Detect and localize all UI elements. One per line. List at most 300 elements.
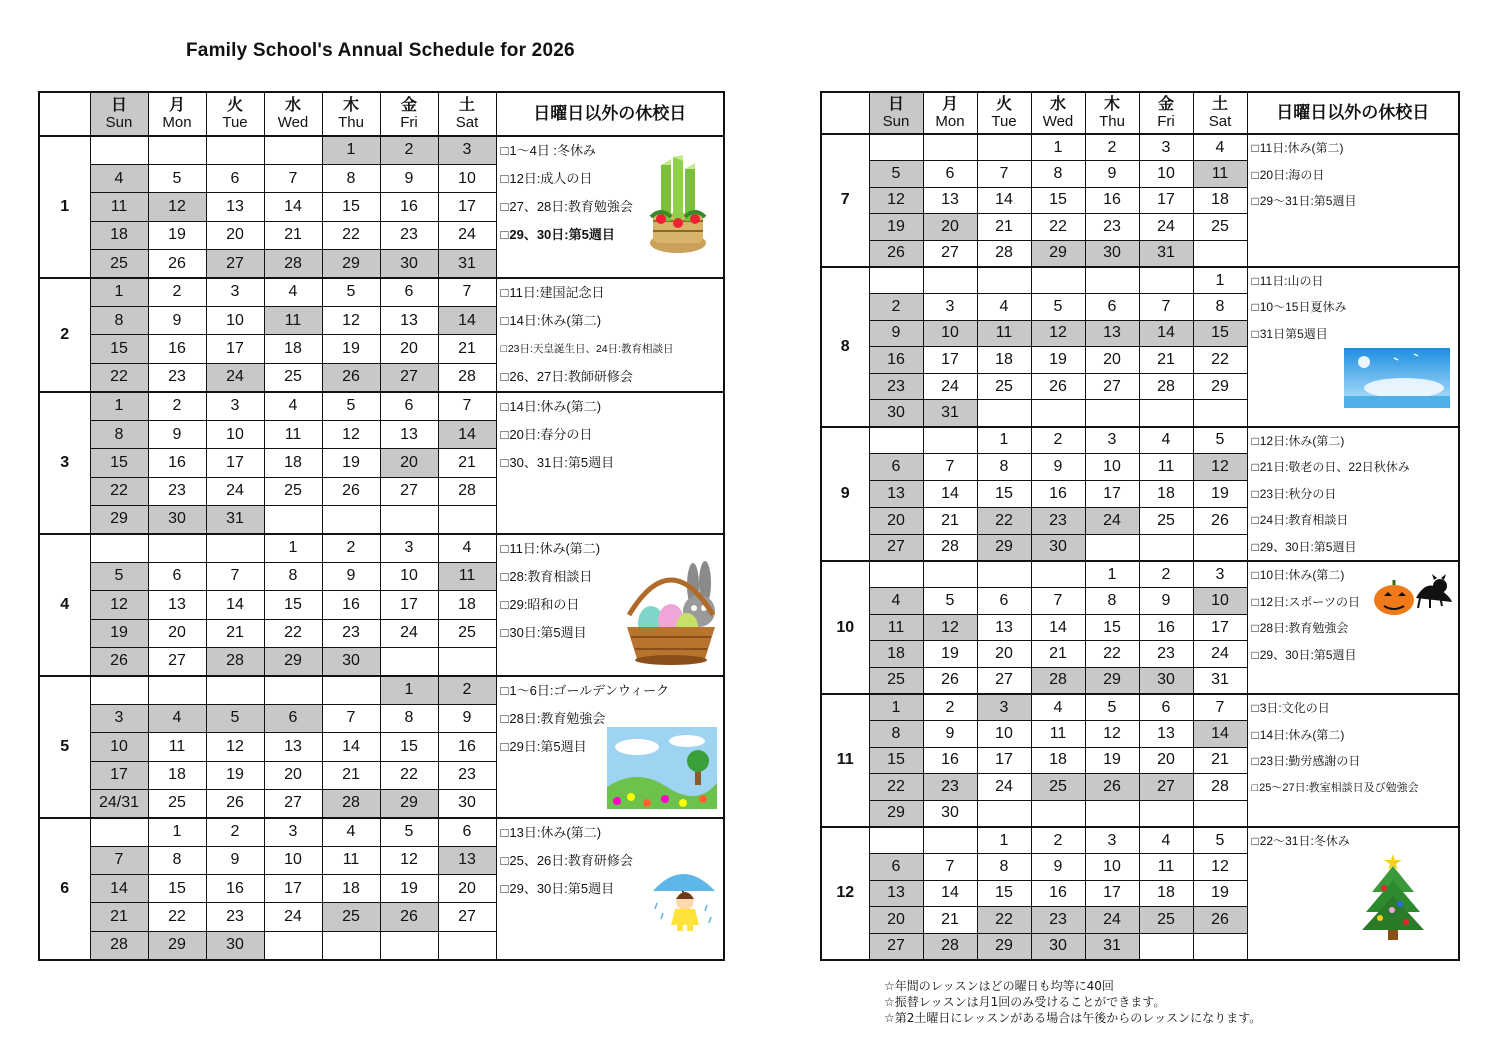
day-cell: 30 (869, 400, 923, 427)
day-cell: 25 (977, 373, 1031, 400)
day-cell: 29 (869, 800, 923, 827)
day-cell: 11 (264, 306, 322, 335)
day-cell: 6 (380, 392, 438, 420)
day-cell: 26 (1193, 907, 1247, 934)
day-cell: 13 (869, 880, 923, 907)
day-cell: 21 (1031, 641, 1085, 668)
day-cell: 14 (90, 875, 148, 903)
day-cell: 2 (148, 392, 206, 420)
day-cell: 9 (1139, 588, 1193, 615)
day-cell: 26 (322, 477, 380, 505)
weekday-header-cell (923, 92, 977, 134)
page-title: Family School's Annual Schedule for 2026 (186, 40, 575, 61)
day-cell (90, 676, 148, 704)
day-cell: 2 (148, 278, 206, 307)
closure-note: □ 11日:休み(第二) (1248, 135, 1459, 162)
day-cell: 24 (438, 221, 496, 249)
day-cell: 11 (438, 562, 496, 590)
day-cell (923, 427, 977, 454)
day-cell: 16 (206, 875, 264, 903)
closure-note: □ 3日:文化の日 (1248, 695, 1459, 722)
day-cell: 5 (90, 562, 148, 590)
day-cell: 26 (380, 903, 438, 931)
day-cell: 28 (1031, 667, 1085, 694)
day-cell: 22 (322, 221, 380, 249)
closure-note: □ 14日:休み(第二) (497, 307, 724, 335)
day-cell: 30 (1031, 933, 1085, 960)
day-cell: 19 (1193, 880, 1247, 907)
day-cell: 12 (322, 420, 380, 448)
day-cell: 21 (923, 907, 977, 934)
day-cell: 19 (923, 641, 977, 668)
day-cell: 16 (869, 347, 923, 374)
day-cell: 4 (977, 294, 1031, 321)
day-cell (438, 506, 496, 534)
day-cell: 10 (1085, 453, 1139, 480)
day-cell (977, 561, 1031, 588)
day-cell: 11 (1193, 161, 1247, 188)
day-cell: 24/31 (90, 789, 148, 817)
day-cell: 28 (322, 789, 380, 817)
closure-note: □ 20日:春分の日 (497, 421, 724, 449)
day-cell: 12 (148, 193, 206, 221)
month-label: 10 (821, 561, 869, 694)
day-cell: 5 (923, 588, 977, 615)
day-cell: 12 (322, 306, 380, 335)
closure-note: □ 29～31日:第5週目 (1248, 188, 1459, 215)
closure-notes (496, 392, 724, 534)
day-cell: 18 (1031, 747, 1085, 774)
day-cell: 16 (438, 733, 496, 761)
day-cell: 3 (923, 294, 977, 321)
day-cell: 30 (923, 800, 977, 827)
month-label: 7 (821, 134, 869, 267)
weekday-header-cell (206, 92, 264, 136)
day-cell: 15 (90, 449, 148, 477)
calendar-jul-dec (820, 91, 1460, 961)
closure-notes (496, 136, 724, 278)
week-row (821, 827, 1459, 854)
day-cell: 2 (438, 676, 496, 704)
day-cell: 29 (380, 789, 438, 817)
day-cell: 29 (977, 933, 1031, 960)
day-cell: 18 (148, 761, 206, 789)
halloween-illustration (1370, 568, 1456, 623)
weekday-header-cell (438, 92, 496, 136)
day-cell: 29 (322, 250, 380, 278)
day-cell: 2 (923, 694, 977, 721)
day-cell: 22 (1085, 641, 1139, 668)
day-cell: 14 (264, 193, 322, 221)
day-cell: 7 (90, 846, 148, 874)
day-cell: 31 (206, 506, 264, 534)
weekday-header-cell (264, 92, 322, 136)
day-cell: 2 (1031, 427, 1085, 454)
day-cell: 14 (923, 880, 977, 907)
day-cell: 24 (977, 774, 1031, 801)
day-cell: 27 (869, 534, 923, 561)
day-cell: 26 (1085, 774, 1139, 801)
day-cell: 8 (1193, 294, 1247, 321)
day-cell: 25 (264, 477, 322, 505)
day-cell: 20 (869, 907, 923, 934)
day-cell (923, 267, 977, 294)
day-cell: 26 (148, 250, 206, 278)
day-cell: 18 (1193, 187, 1247, 214)
day-cell: 22 (90, 363, 148, 392)
day-cell: 9 (206, 846, 264, 874)
day-cell: 13 (148, 591, 206, 619)
day-cell (977, 267, 1031, 294)
day-cell: 27 (380, 477, 438, 505)
closure-note: □ 22～31日:冬休み (1248, 828, 1459, 855)
day-cell: 18 (1139, 480, 1193, 507)
day-cell (869, 134, 923, 161)
weekday-jp: 日 (110, 96, 127, 114)
day-cell: 28 (923, 933, 977, 960)
day-cell: 21 (977, 214, 1031, 241)
day-cell: 16 (322, 591, 380, 619)
month-label: 11 (821, 694, 869, 827)
day-cell: 23 (1139, 641, 1193, 668)
closure-days-header: 日曜日以外の休校日 (1247, 92, 1459, 134)
day-cell (1139, 267, 1193, 294)
day-cell (1193, 534, 1247, 561)
day-cell: 9 (322, 562, 380, 590)
day-cell (206, 534, 264, 562)
day-cell: 9 (148, 420, 206, 448)
day-cell: 2 (380, 136, 438, 164)
weekday-jp: 火 (226, 96, 243, 114)
day-cell: 21 (206, 619, 264, 647)
day-cell: 10 (90, 733, 148, 761)
day-cell: 12 (1193, 854, 1247, 881)
day-cell: 3 (206, 392, 264, 420)
day-cell: 2 (1139, 561, 1193, 588)
day-cell: 7 (322, 704, 380, 732)
day-cell: 14 (923, 480, 977, 507)
day-cell: 24 (1139, 214, 1193, 241)
day-cell: 28 (90, 931, 148, 959)
day-cell: 23 (148, 477, 206, 505)
day-cell: 17 (264, 875, 322, 903)
day-cell: 2 (1031, 827, 1085, 854)
day-cell: 6 (148, 562, 206, 590)
weekday-en: Mon (935, 112, 965, 130)
day-cell (1139, 534, 1193, 561)
day-cell: 2 (322, 534, 380, 562)
closure-note: □ 10日:休み(第二) (1248, 562, 1459, 589)
day-cell: 2 (1085, 134, 1139, 161)
day-cell: 28 (1139, 373, 1193, 400)
day-cell: 17 (1193, 614, 1247, 641)
day-cell: 5 (380, 818, 438, 846)
day-cell: 22 (977, 507, 1031, 534)
day-cell: 25 (1031, 774, 1085, 801)
day-cell: 1 (380, 676, 438, 704)
day-cell: 26 (322, 363, 380, 392)
day-cell (923, 827, 977, 854)
month-label: 5 (39, 676, 90, 818)
weekday-jp: 火 (995, 95, 1012, 113)
day-cell: 6 (380, 278, 438, 307)
day-cell: 15 (869, 747, 923, 774)
christmas-tree-illustration (1358, 848, 1428, 948)
closure-notes (496, 676, 724, 818)
day-cell: 26 (1193, 507, 1247, 534)
closure-notes (1247, 827, 1459, 960)
day-cell: 30 (1031, 534, 1085, 561)
day-cell: 19 (1031, 347, 1085, 374)
closure-notes (1247, 427, 1459, 562)
day-cell: 2 (869, 294, 923, 321)
closure-note: □ 30、31日:第5週目 (497, 449, 724, 477)
day-cell: 16 (148, 449, 206, 477)
day-cell: 9 (1031, 453, 1085, 480)
day-cell: 5 (1085, 694, 1139, 721)
weekday-header-cell (977, 92, 1031, 134)
weekday-header-cell (869, 92, 923, 134)
day-cell: 13 (869, 480, 923, 507)
footnotes (884, 978, 1261, 1026)
month-label: 9 (821, 427, 869, 562)
day-cell: 28 (438, 363, 496, 392)
day-cell: 3 (264, 818, 322, 846)
day-cell: 20 (264, 761, 322, 789)
closure-note: □ 11日:休み(第二) (497, 535, 724, 563)
day-cell (1085, 400, 1139, 427)
day-cell: 6 (206, 164, 264, 192)
weekday-en: Sat (455, 113, 479, 131)
closure-note: □ 26、27日:教師研修会 (497, 363, 724, 391)
day-cell: 10 (977, 721, 1031, 748)
day-cell: 19 (206, 761, 264, 789)
day-cell: 8 (977, 453, 1031, 480)
day-cell: 16 (148, 335, 206, 364)
week-row (821, 267, 1459, 294)
day-cell: 7 (977, 161, 1031, 188)
day-cell: 29 (1193, 373, 1247, 400)
footnote: ☆年間のレッスンはどの曜日も均等に40回 (884, 979, 1114, 993)
day-cell (869, 267, 923, 294)
closure-note: □ 10～15日夏休み (1248, 294, 1459, 321)
spring-meadow-illustration (607, 727, 717, 814)
day-cell: 26 (90, 647, 148, 675)
day-cell: 17 (90, 761, 148, 789)
day-cell: 15 (264, 591, 322, 619)
rain-child-illustration (649, 863, 719, 938)
day-cell (1085, 800, 1139, 827)
corner-blank (821, 92, 869, 134)
day-cell: 22 (264, 619, 322, 647)
day-cell: 11 (1031, 721, 1085, 748)
day-cell: 17 (977, 747, 1031, 774)
day-cell: 25 (869, 667, 923, 694)
summer-sky-illustration (1344, 348, 1450, 413)
day-cell: 14 (322, 733, 380, 761)
closure-note: □ 13日:休み(第二) (497, 819, 724, 847)
day-cell: 17 (380, 591, 438, 619)
day-cell (1193, 400, 1247, 427)
day-cell: 17 (1085, 880, 1139, 907)
weekday-header (39, 92, 724, 136)
day-cell: 11 (264, 420, 322, 448)
weekday-jp: 水 (284, 96, 301, 114)
day-cell (148, 136, 206, 164)
day-cell: 25 (322, 903, 380, 931)
day-cell: 10 (923, 320, 977, 347)
day-cell: 1 (148, 818, 206, 846)
day-cell: 3 (1085, 427, 1139, 454)
day-cell: 14 (1139, 320, 1193, 347)
weekday-header-cell (322, 92, 380, 136)
day-cell: 28 (264, 250, 322, 278)
weekday-header (821, 92, 1459, 134)
day-cell: 25 (438, 619, 496, 647)
weekday-jp: 日 (887, 95, 904, 113)
closure-note: □ 12日:休み(第二) (1248, 428, 1459, 455)
day-cell: 29 (264, 647, 322, 675)
day-cell: 21 (1139, 347, 1193, 374)
day-cell: 22 (869, 774, 923, 801)
day-cell: 15 (148, 875, 206, 903)
day-cell: 11 (148, 733, 206, 761)
closure-note: □ 25～27日:教室相談日及び勉強会 (1248, 775, 1459, 802)
day-cell: 26 (1031, 373, 1085, 400)
day-cell: 28 (923, 534, 977, 561)
day-cell: 14 (1193, 721, 1247, 748)
day-cell: 29 (1031, 240, 1085, 267)
week-row (821, 134, 1459, 161)
closure-note: □ 29、30日:第5週目 (1248, 642, 1459, 669)
day-cell: 7 (1193, 694, 1247, 721)
day-cell: 17 (206, 335, 264, 364)
day-cell: 5 (322, 392, 380, 420)
day-cell: 27 (869, 933, 923, 960)
closure-note: □ 21日:敬老の日、22日秋休み (1248, 454, 1459, 481)
calendar-jan-jun (38, 91, 725, 961)
day-cell: 25 (1139, 907, 1193, 934)
day-cell: 20 (380, 449, 438, 477)
day-cell: 1 (1031, 134, 1085, 161)
day-cell (1193, 800, 1247, 827)
day-cell: 21 (322, 761, 380, 789)
day-cell (148, 676, 206, 704)
day-cell: 9 (148, 306, 206, 335)
day-cell: 23 (438, 761, 496, 789)
day-cell: 15 (322, 193, 380, 221)
day-cell: 12 (1085, 721, 1139, 748)
day-cell: 25 (1193, 214, 1247, 241)
day-cell: 20 (206, 221, 264, 249)
day-cell: 4 (148, 704, 206, 732)
day-cell: 19 (869, 214, 923, 241)
day-cell: 10 (1193, 588, 1247, 615)
day-cell: 23 (380, 221, 438, 249)
day-cell: 15 (1085, 614, 1139, 641)
weekday-jp: 土 (1211, 95, 1228, 113)
weekday-en: Thu (1099, 112, 1125, 130)
day-cell: 17 (923, 347, 977, 374)
closure-note: □ 31日第5週目 (1248, 321, 1459, 348)
day-cell: 4 (264, 278, 322, 307)
day-cell: 23 (148, 363, 206, 392)
day-cell: 28 (1193, 774, 1247, 801)
day-cell: 8 (869, 721, 923, 748)
day-cell: 23 (1031, 907, 1085, 934)
day-cell: 30 (1085, 240, 1139, 267)
day-cell (264, 506, 322, 534)
day-cell (869, 427, 923, 454)
day-cell: 27 (148, 647, 206, 675)
day-cell: 30 (438, 789, 496, 817)
day-cell: 13 (438, 846, 496, 874)
day-cell: 30 (206, 931, 264, 959)
day-cell: 21 (438, 335, 496, 364)
day-cell: 19 (380, 875, 438, 903)
day-cell: 6 (1085, 294, 1139, 321)
day-cell: 1 (90, 392, 148, 420)
day-cell (322, 931, 380, 959)
day-cell (1085, 267, 1139, 294)
day-cell: 22 (1193, 347, 1247, 374)
day-cell: 9 (869, 320, 923, 347)
day-cell (869, 561, 923, 588)
day-cell: 13 (380, 420, 438, 448)
day-cell: 8 (90, 420, 148, 448)
day-cell: 3 (1139, 134, 1193, 161)
weekday-en: Wed (277, 113, 309, 131)
day-cell: 4 (1193, 134, 1247, 161)
day-cell: 20 (923, 214, 977, 241)
day-cell: 25 (90, 250, 148, 278)
day-cell: 12 (869, 187, 923, 214)
closure-notes (1247, 267, 1459, 427)
day-cell: 7 (1139, 294, 1193, 321)
day-cell: 10 (1085, 854, 1139, 881)
day-cell (438, 931, 496, 959)
day-cell: 27 (206, 250, 264, 278)
day-cell: 6 (1139, 694, 1193, 721)
day-cell: 10 (206, 306, 264, 335)
day-cell: 30 (380, 250, 438, 278)
day-cell: 18 (438, 591, 496, 619)
day-cell: 18 (977, 347, 1031, 374)
day-cell: 31 (923, 400, 977, 427)
day-cell: 1 (1193, 267, 1247, 294)
month-label: 4 (39, 534, 90, 676)
day-cell (148, 534, 206, 562)
weekday-jp: 金 (400, 96, 417, 114)
day-cell (1139, 400, 1193, 427)
closure-note: □ 25、26日:教育研修会 (497, 847, 724, 875)
day-cell: 13 (206, 193, 264, 221)
day-cell (322, 676, 380, 704)
day-cell: 19 (1085, 747, 1139, 774)
day-cell: 13 (380, 306, 438, 335)
day-cell: 16 (1031, 480, 1085, 507)
day-cell: 14 (977, 187, 1031, 214)
day-cell (380, 931, 438, 959)
week-row (39, 676, 724, 704)
day-cell: 5 (1193, 427, 1247, 454)
day-cell: 30 (1139, 667, 1193, 694)
day-cell: 6 (977, 588, 1031, 615)
closure-note: □ 1～6日:ゴールデンウィーク (497, 677, 724, 705)
closure-note: □ 11日:山の日 (1248, 268, 1459, 295)
month-label: 12 (821, 827, 869, 960)
day-cell: 5 (869, 161, 923, 188)
